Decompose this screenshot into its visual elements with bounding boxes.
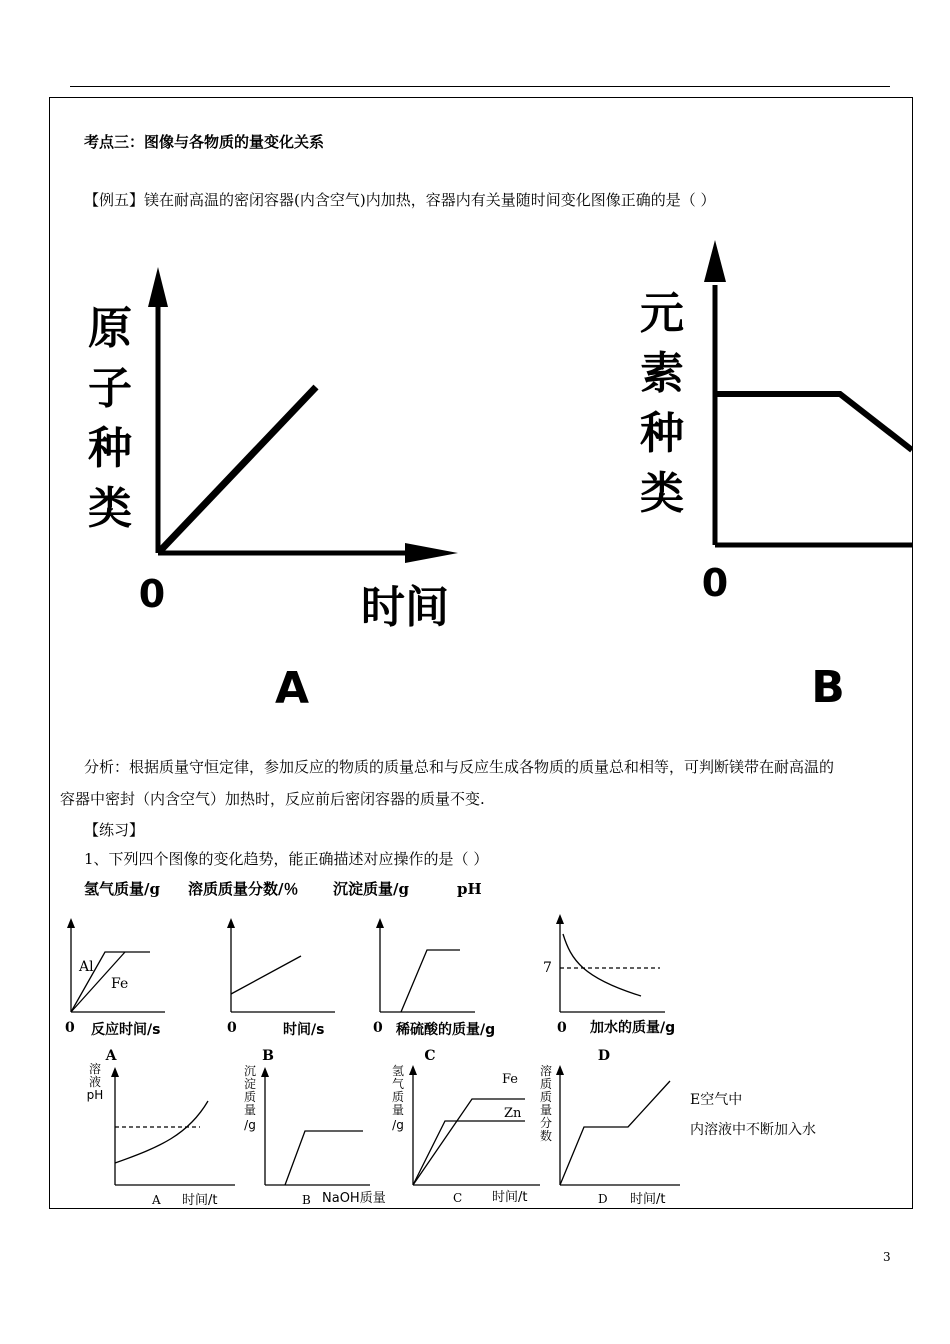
side-text-2: 内溶液中不断加入水: [690, 1122, 816, 1138]
graph-a-ylabel-4: 类: [88, 483, 132, 534]
row2-d-ylabel-1: 溶: [539, 1064, 553, 1078]
row1-g4-origin: 0: [557, 1020, 567, 1036]
row2-b-ylabel-4: 量: [243, 1103, 257, 1117]
graph-a-xlabel: 时间: [361, 582, 449, 633]
row1-g3-origin: 0: [373, 1020, 383, 1036]
row2-d-bottom-letter: D: [598, 1192, 608, 1206]
row2-c-xlabel: 时间/t: [492, 1190, 528, 1205]
row1-g3-xlabel: 稀硫酸的质量/g: [396, 1022, 496, 1038]
row1-g3-line: [401, 950, 460, 1012]
row2-b-xlabel: NaOH质量: [322, 1191, 386, 1206]
row1-g2-xlabel: 时间/s: [283, 1022, 325, 1038]
row2-c-zn-label: Zn: [504, 1106, 522, 1121]
row2-letter-d: D: [597, 1048, 611, 1064]
row2-letter-c: C: [424, 1048, 436, 1064]
row2-b-ylabel-3: 质: [243, 1090, 257, 1104]
row1-g1-xlabel: 反应时间/s: [91, 1022, 161, 1038]
row2-c-ylabel-3: 质: [391, 1090, 405, 1104]
graph-a-letter: A: [274, 663, 310, 714]
row2-b-ylabel-1: 沉: [243, 1064, 257, 1078]
row2-a-ylabel-1: 溶: [88, 1062, 102, 1076]
row2-d-line: [560, 1081, 670, 1185]
row1-graphs: [55, 912, 715, 1042]
row2-c-bottom-letter: C: [453, 1191, 463, 1205]
row2-letter-b: B: [262, 1048, 274, 1064]
graph-b-ylabel-1: 元: [640, 288, 684, 339]
row1-g4-curve: [563, 934, 641, 996]
graph-b-line: [717, 394, 912, 450]
row2-b-ylabel-2: 淀: [243, 1077, 257, 1091]
page-number: 3: [883, 1250, 891, 1264]
row1-g4-ref-label: 7: [543, 960, 552, 976]
graph-a-y-arrow: [148, 267, 168, 307]
row2-d-ylabel-3: 质: [539, 1090, 553, 1104]
graph-a-ylabel-2: 子: [88, 363, 132, 414]
row2-a-bottom-letter: A: [152, 1193, 161, 1207]
row2-a-curve: [115, 1101, 208, 1163]
row2-c-ylabel-4: 量: [391, 1103, 405, 1117]
row2-a-xlabel: 时间/t: [182, 1193, 218, 1207]
row2-a-ylabel-2: 液: [88, 1075, 102, 1089]
row1-label-1: 氢气质量/g: [84, 880, 160, 898]
row2-c-fe-label: Fe: [502, 1072, 519, 1087]
row1-g2-origin: 0: [227, 1020, 237, 1036]
side-text-1: E空气中: [690, 1092, 743, 1108]
row1-g2-line: [231, 956, 301, 994]
analysis-line-2: 容器中密封（内含空气）加热时，反应前后密闭容器的质量不变.: [60, 790, 485, 808]
practice-tag: 【练习】: [84, 821, 145, 839]
header-rule: [70, 86, 890, 87]
row1-label-4: pH: [457, 880, 482, 898]
row2-b-bottom-letter: B: [302, 1193, 311, 1207]
graph-b-ylabel-3: 种: [640, 408, 684, 459]
graph-b: [620, 230, 912, 720]
graph-b-origin: 0: [701, 561, 729, 605]
example5-tag: 【例五】: [84, 191, 145, 209]
graph-a-x-arrow: [405, 543, 458, 563]
graph-a-ylabel-3: 种: [88, 423, 132, 474]
graph-b-y-arrow: [704, 240, 726, 282]
row2-c-ylabel-1: 氢: [391, 1064, 405, 1078]
row2-c-ylabel-5: /g: [392, 1118, 404, 1132]
row2-d-xlabel: 时间/t: [630, 1192, 666, 1207]
row2-b-ylabel-5: /g: [244, 1118, 256, 1132]
row2-c-zn-line: [413, 1121, 525, 1185]
graph-a-ylabel-1: 原: [88, 303, 132, 354]
row1-g1-fe-label: Fe: [111, 976, 129, 992]
graph-b-ylabel-4: 类: [640, 468, 684, 519]
row2-d-ylabel-5: 分: [539, 1116, 553, 1130]
row2-d-ylabel-2: 质: [539, 1077, 553, 1091]
graph-a: [70, 235, 490, 725]
row2-b-line: [285, 1131, 363, 1185]
analysis-line-1: 分析：根据质量守恒定律，参加反应的物质的质量总和与反应生成各物质的质量总和相等，可判断镁带在耐高温的: [84, 758, 835, 776]
row1-label-2: 溶质质量分数/％: [188, 880, 299, 898]
row2-letter-a: A: [105, 1048, 117, 1064]
example5-text: 镁在耐高温的密闭容器(内含空气)内加热，容器内有关量随时间变化图像正确的是（ ）: [144, 191, 716, 209]
row2-d-ylabel-4: 量: [539, 1103, 553, 1117]
row2-a-ylabel-3: pH: [86, 1088, 104, 1102]
section-title: 考点三：图像与各物质的量变化关系: [84, 133, 325, 151]
graph-a-origin: 0: [138, 572, 166, 616]
practice-question-1: 1、下列四个图像的变化趋势，能正确描述对应操作的是（ ）: [84, 850, 489, 868]
row2-graphs: [70, 1043, 690, 1207]
row1-label-3: 沉淀质量/g: [333, 880, 409, 898]
row2-d-ylabel-6: 数: [539, 1129, 553, 1143]
graph-b-letter: B: [811, 662, 845, 713]
graph-a-line: [160, 387, 316, 551]
example5-question: [84, 190, 716, 210]
row1-g1-origin: 0: [65, 1020, 75, 1036]
row1-g4-xlabel: 加水的质量/g: [590, 1020, 676, 1036]
row1-g1-al-label: Al: [79, 959, 94, 975]
row2-c-ylabel-2: 气: [391, 1077, 405, 1091]
graph-b-ylabel-2: 素: [640, 348, 684, 399]
